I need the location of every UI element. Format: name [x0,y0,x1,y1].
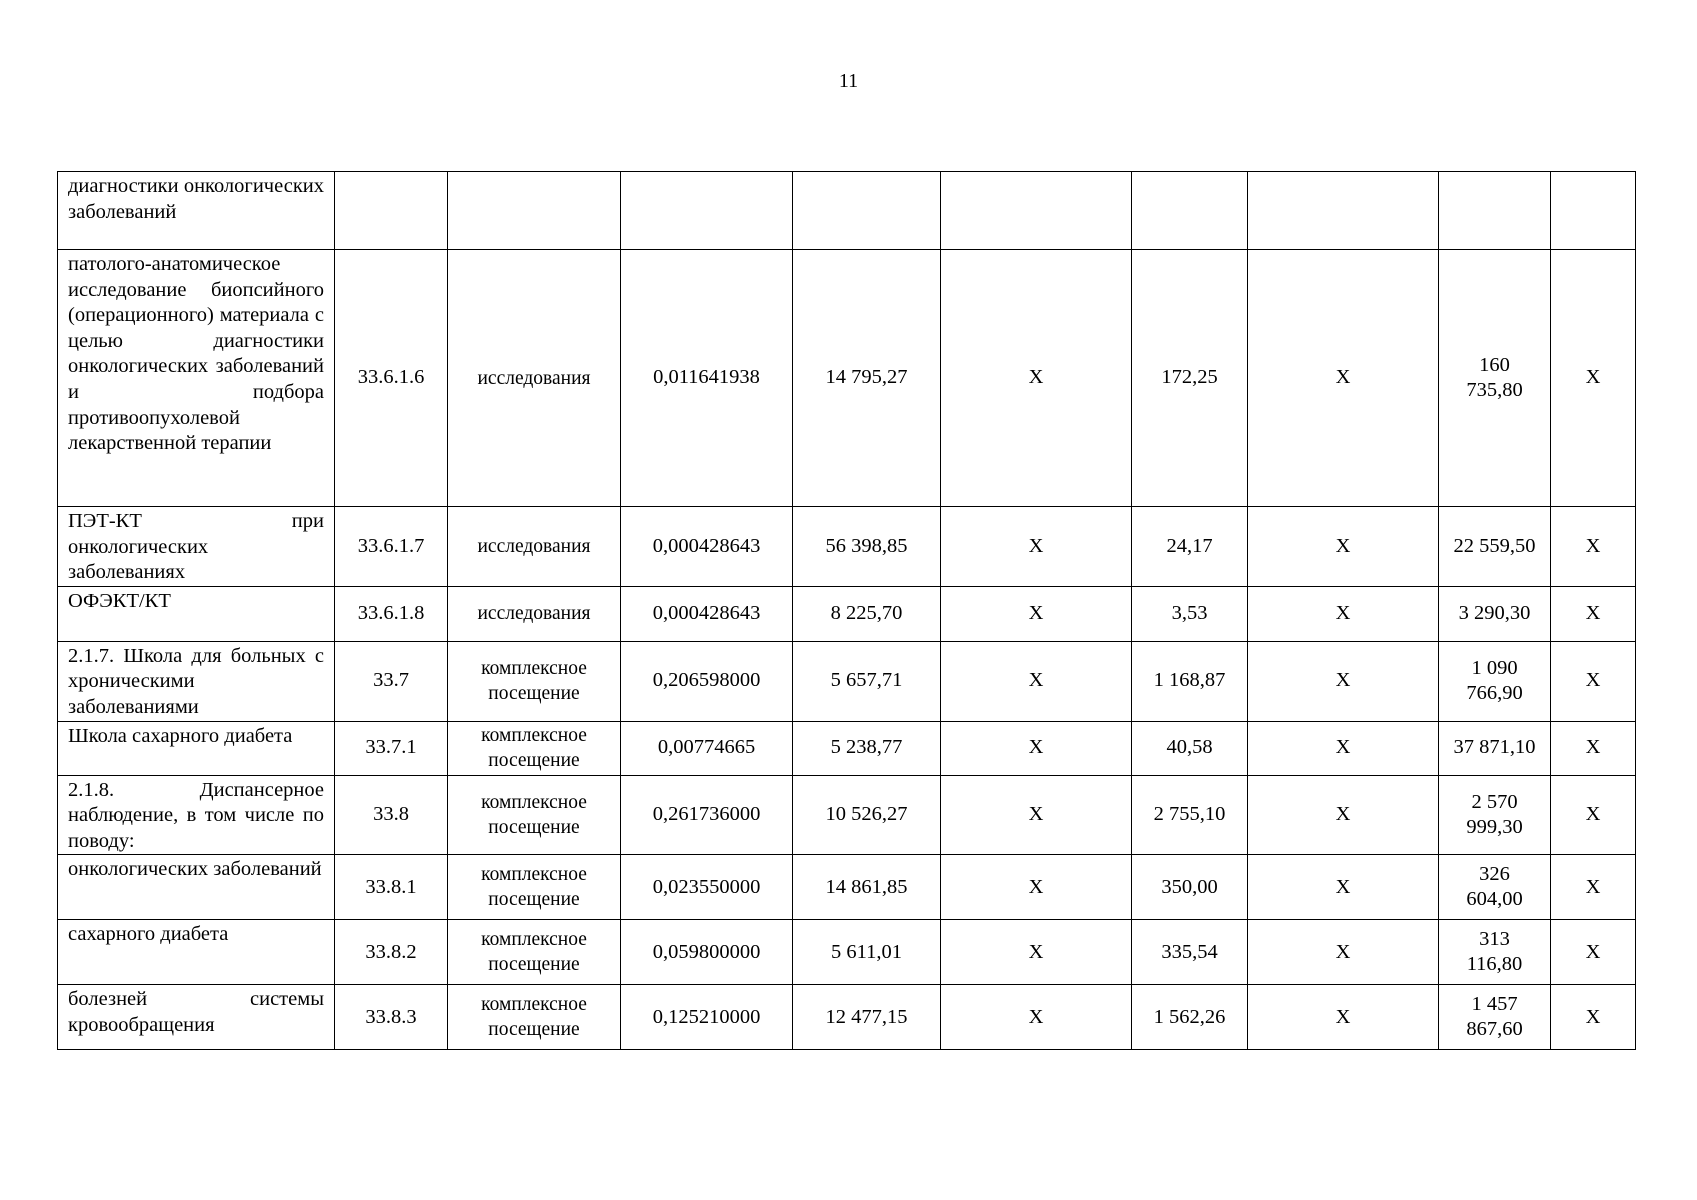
row-c7: 40,58 [1132,721,1248,775]
table-row [58,775,1636,855]
row-code: 33.8 [335,775,448,855]
row-unit: исследования [448,507,621,587]
row-cost [793,172,941,250]
row-norm: 0,000428643 [621,507,793,587]
row-code: 33.8.1 [335,855,448,920]
row-norm: 0,023550000 [621,855,793,920]
row-name: болезней системы кровообращения [58,985,335,1050]
row-c9: 326 604,00 [1439,855,1551,920]
row-c8: X [1248,855,1439,920]
row-c10: X [1551,641,1636,721]
row-name: онкологических заболеваний [58,855,335,920]
row-name: Школа сахарного диабета [58,721,335,775]
row-code: 33.8.2 [335,920,448,985]
row-name: ОФЭКТ/КТ [58,586,335,641]
row-unit: комплексное посещение [448,985,621,1050]
row-norm: 0,00774665 [621,721,793,775]
row-norm: 0,206598000 [621,641,793,721]
row-c6: X [941,721,1132,775]
row-c7 [1132,172,1248,250]
row-c8: X [1248,985,1439,1050]
row-name: ПЭТ-КТ при онкологических заболеваниях [58,507,335,587]
row-norm: 0,261736000 [621,775,793,855]
row-c6: X [941,586,1132,641]
row-c7: 1 168,87 [1132,641,1248,721]
row-c9: 1 457 867,60 [1439,985,1551,1050]
row-c10: X [1551,507,1636,587]
row-code: 33.6.1.7 [335,507,448,587]
row-unit [448,172,621,250]
row-c7: 335,54 [1132,920,1248,985]
table-row [58,250,1636,507]
row-cost: 5 657,71 [793,641,941,721]
row-cost: 12 477,15 [793,985,941,1050]
row-cost: 5 611,01 [793,920,941,985]
row-c9: 313 116,80 [1439,920,1551,985]
row-norm: 0,011641938 [621,250,793,507]
table-row [58,985,1636,1050]
row-unit: комплексное посещение [448,641,621,721]
row-unit: комплексное посещение [448,920,621,985]
row-c7: 24,17 [1132,507,1248,587]
row-code [335,172,448,250]
tariff-table [57,171,1636,1050]
table-row [58,507,1636,587]
row-code: 33.7.1 [335,721,448,775]
row-cost: 10 526,27 [793,775,941,855]
row-c6: X [941,507,1132,587]
row-cost: 8 225,70 [793,586,941,641]
row-c7: 1 562,26 [1132,985,1248,1050]
row-c10: X [1551,250,1636,507]
row-c6: X [941,855,1132,920]
row-c6: X [941,775,1132,855]
row-name: патолого-анатомическое исследование биопсийного (операционного) материала с целью диагностики онкологических заболеваний и подбора противоопухолевой лекарственной терапии [58,250,335,507]
row-c10: X [1551,855,1636,920]
row-c6 [941,172,1132,250]
row-c7: 172,25 [1132,250,1248,507]
row-c9: 37 871,10 [1439,721,1551,775]
row-c8: X [1248,775,1439,855]
table-row [58,721,1636,775]
row-norm: 0,125210000 [621,985,793,1050]
row-name: диагностики онкологических заболеваний [58,172,335,250]
table-row [58,855,1636,920]
row-c8: X [1248,507,1439,587]
row-c7: 2 755,10 [1132,775,1248,855]
row-code: 33.6.1.8 [335,586,448,641]
row-c8: X [1248,250,1439,507]
row-c10: X [1551,775,1636,855]
row-unit: исследования [448,586,621,641]
row-unit: комплексное посещение [448,855,621,920]
table-row [58,641,1636,721]
row-c8: X [1248,920,1439,985]
row-c10: X [1551,721,1636,775]
row-c10: X [1551,920,1636,985]
row-c6: X [941,920,1132,985]
row-c9: 22 559,50 [1439,507,1551,587]
row-c9: 160 735,80 [1439,250,1551,507]
row-cost: 14 861,85 [793,855,941,920]
table-row [58,920,1636,985]
row-c9 [1439,172,1551,250]
row-c8: X [1248,586,1439,641]
page-number: 11 [838,70,859,92]
row-c9: 3 290,30 [1439,586,1551,641]
row-c6: X [941,250,1132,507]
row-norm: 0,000428643 [621,586,793,641]
row-c9: 2 570 999,30 [1439,775,1551,855]
row-name: 2.1.8. Диспансерное наблюдение, в том числе по поводу: [58,775,335,855]
row-c7: 3,53 [1132,586,1248,641]
row-unit: исследования [448,250,621,507]
row-c8: X [1248,721,1439,775]
row-c8: X [1248,641,1439,721]
row-name: сахарного диабета [58,920,335,985]
row-cost: 56 398,85 [793,507,941,587]
row-norm [621,172,793,250]
row-unit: комплексное посещение [448,721,621,775]
row-c7: 350,00 [1132,855,1248,920]
row-c10: X [1551,586,1636,641]
table-row [58,586,1636,641]
row-code: 33.8.3 [335,985,448,1050]
row-c10: X [1551,985,1636,1050]
row-cost: 14 795,27 [793,250,941,507]
row-c9: 1 090 766,90 [1439,641,1551,721]
row-c6: X [941,641,1132,721]
row-name: 2.1.7. Школа для больных с хроническими заболеваниями [58,641,335,721]
table-row [58,172,1636,250]
row-code: 33.7 [335,641,448,721]
row-norm: 0,059800000 [621,920,793,985]
row-code: 33.6.1.6 [335,250,448,507]
row-c8 [1248,172,1439,250]
row-unit: комплексное посещение [448,775,621,855]
row-cost: 5 238,77 [793,721,941,775]
row-c6: X [941,985,1132,1050]
row-c10 [1551,172,1636,250]
